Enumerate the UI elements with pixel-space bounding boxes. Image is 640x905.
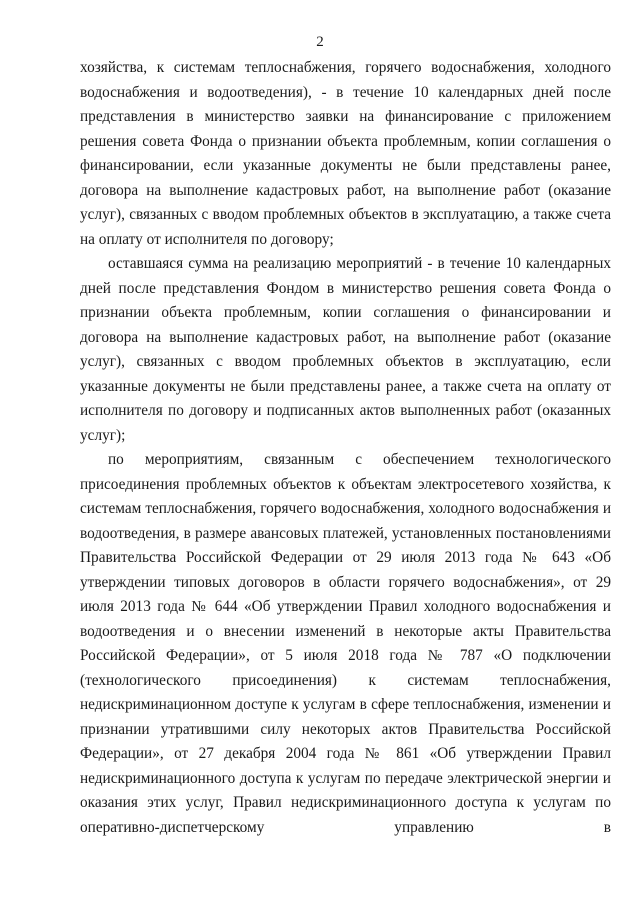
page-number: 2: [316, 34, 324, 50]
document-body: [80, 56, 611, 840]
paragraph-3: по мероприятиям, связанным с обеспечением технологического присоединения проблемных объектов к объектам электросетевого хозяйства, к системам теплоснабжения, горячего водоснабжения, холодного водоснабжения и водоотведения, в размере авансовых платежей, установленных постановлениями Правительства Российской Федерации от 29 июля 2013 года № 643 «Об утверждении типовых договоров в области горячего водоснабжения», от 29 июля 2013 года № 644 «Об утверждении Правил холодного водоснабжения и водоотведения и о внесении изменений в некоторые акты Правительства Российской Федерации», от 5 июля 2018 года № 787 «О подключении (технологического присоединения) к системам теплоснабжения, недискриминационном доступе к услугам в сфере теплоснабжения, изменении и признании утратившими силу некоторых актов Правительства Российской Федерации», от 27 декабря 2004 года № 861 «Об утверждении Правил недискриминационного доступа к услугам по передаче электрической энергии и оказания этих услуг, Правил недискриминационного доступа к услугам по оперативно-диспетчерскому управлению в: [80, 451, 611, 836]
paragraph-1: хозяйства, к системам теплоснабжения, горячего водоснабжения, холодного водоснабжения и водоотведения), - в течение 10 календарных дней после представления в министерство заявки на финансирование с приложением решения совета Фонда о признании объекта проблемным, копии соглашения о финансировании, если указанные документы не были представлены ранее, договора на выполнение кадастровых работ, на выполнение работ (оказание услуг), связанных с вводом проблемных объектов в эксплуатацию, а также счета на оплату от исполнителя по договору;: [80, 59, 611, 248]
paragraph-2: оставшаяся сумма на реализацию мероприятий - в течение 10 календарных дней после представления Фондом в министерство решения совета Фонда о признании объекта проблемным, копии соглашения о финансировании и договора на выполнение кадастровых работ, на выполнение работ (оказание услуг), связанных с вводом проблемных объектов в эксплуатацию, если указанные документы не были представлены ранее, а также счета на оплату от исполнителя по договору и подписанных актов выполненных работ (оказанных услуг);: [80, 255, 611, 444]
